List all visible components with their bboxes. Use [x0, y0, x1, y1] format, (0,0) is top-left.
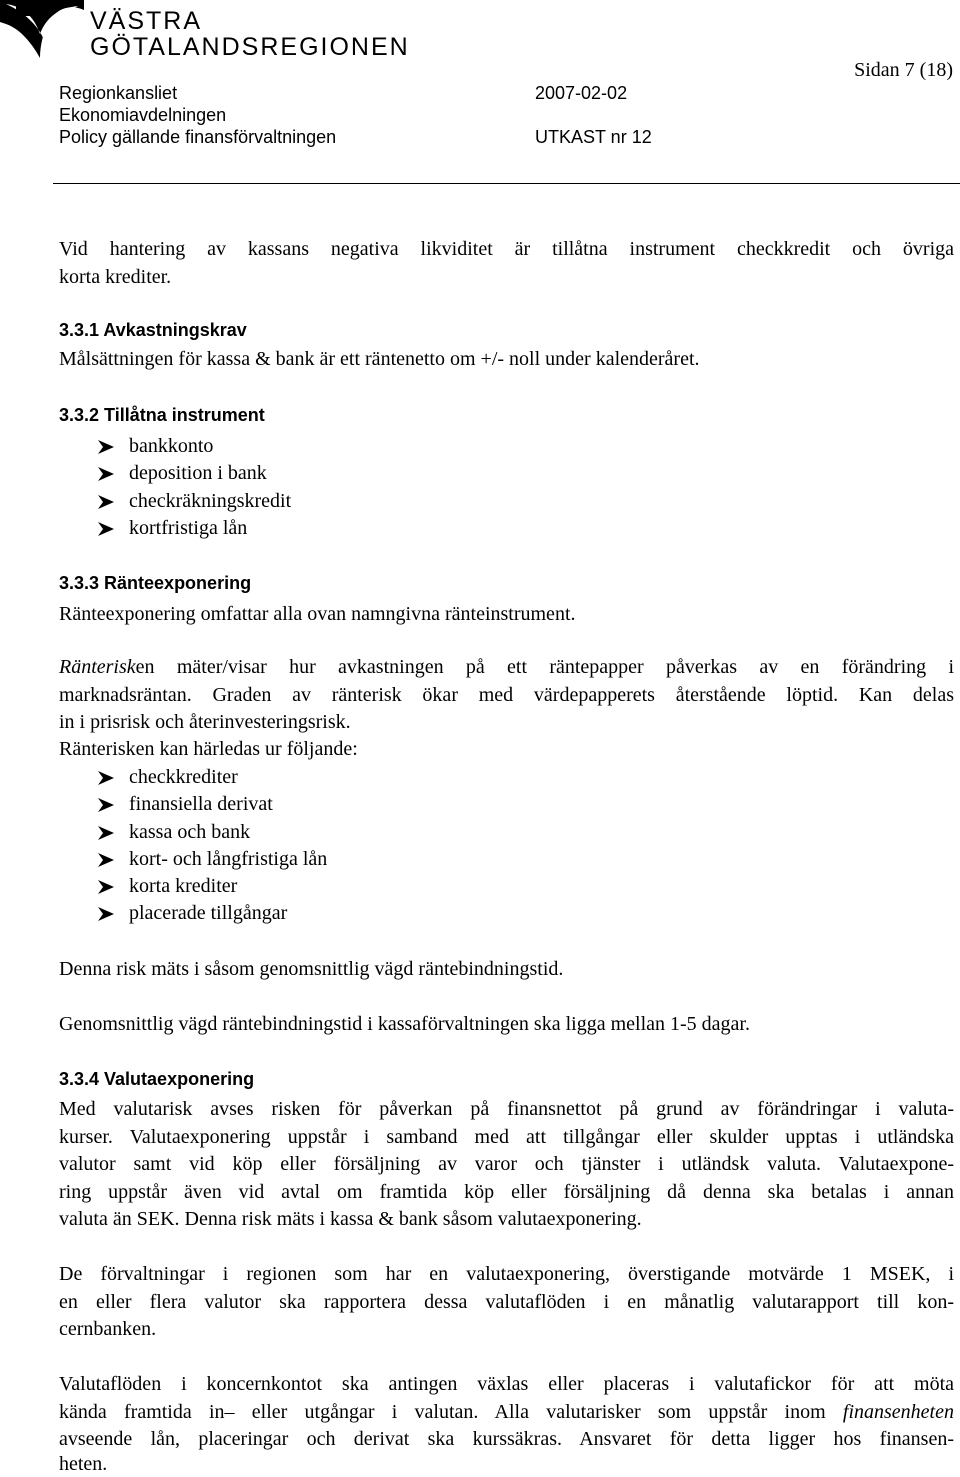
section-heading-3-3-2: 3.3.2 Tillåtna instrument	[59, 405, 265, 425]
currency-para3-line-4: heten.	[59, 1453, 108, 1475]
interest-risk-para-line-3: in i prisrisk och återinvesteringsrisk.	[59, 711, 351, 733]
interest-risk-term: Ränterisk	[59, 656, 136, 678]
logo-text-line1: VÄSTRA	[90, 7, 203, 35]
currency-para3-line-1: Valutaflöden i koncernkontot ska antingen växlas eller placeras i valutafickor för att möta	[59, 1373, 954, 1395]
interest-risk-para-line-1-rest: en mäter/visar hur avkastningen på ett räntepapper påverkas av en förändring i	[135, 656, 954, 678]
currency-para1-line-1: Med valutarisk avses risken för påverkan på finansnettot på grund av förändringar i valuta-	[59, 1098, 954, 1120]
section-3-3-1-text: Målsättningen för kassa & bank är ett räntenetto om +/- noll under kalenderåret.	[59, 348, 700, 370]
header-section: Ekonomiavdelningen	[59, 105, 227, 125]
intro-line-2: korta krediter.	[59, 266, 172, 288]
currency-para3-line-2-text: kända framtida in– eller utgångar i valutan. Alla valutarisker som uppstår inom	[59, 1400, 843, 1423]
arrow-bullet-icon	[98, 495, 114, 509]
list-item-label: kortfristiga lån	[129, 516, 248, 539]
currency-para3-line-3: avseende lån, placeringar och derivat ska kurssäkras. Ansvaret för detta ligger hos finansen-	[59, 1428, 954, 1450]
section-heading-3-3-3: 3.3.3 Ränteexponering	[59, 573, 252, 593]
header-divider	[53, 183, 960, 184]
arrow-bullet-icon	[98, 771, 114, 785]
currency-para2-line-1: De förvaltningar i regionen som har en valutaexponering, överstigande motvärde 1 MSEK, i	[59, 1263, 954, 1285]
interest-risk-para-line-1	[59, 654, 954, 682]
interest-risk-derive-text: Ränterisken kan härledas ur följande:	[59, 738, 358, 760]
currency-para2-line-2: en eller flera valutor ska rapportera dessa valutaflöden i en månatlig valutarapport till kon-	[59, 1290, 954, 1313]
arrow-bullet-icon	[98, 440, 114, 454]
arrow-bullet-icon	[98, 907, 114, 921]
header-department: Regionkansliet	[59, 83, 178, 103]
arrow-bullet-icon	[98, 467, 114, 481]
header-date: 2007-02-02	[535, 83, 628, 103]
list-item-label: finansiella derivat	[129, 793, 273, 816]
region-logo-icon	[0, 0, 84, 60]
arrow-bullet-icon	[98, 853, 114, 867]
section-heading-3-3-1: 3.3.1 Avkastningskrav	[59, 320, 247, 340]
list-item-label: kort- och långfristiga lån	[129, 847, 328, 870]
intro-line-1: Vid hantering av kassans negativa likviditet är tillåtna instrument checkkredit och övriga	[59, 238, 954, 260]
page-number: Sidan 7 (18)	[854, 59, 953, 81]
header-draft-number: UTKAST nr 12	[535, 127, 652, 147]
section-heading-3-3-4: 3.3.4 Valutaexponering	[59, 1069, 255, 1089]
list-item-label: bankkonto	[129, 435, 214, 457]
currency-para1-line-4: ring uppstår även vid avtal om framtida köp eller försäljning då denna ska betalas i annan	[59, 1180, 954, 1203]
currency-para1-line-2: kurser. Valutaexponering uppstår i samband med att tillgångar eller skulder upptas i utländska	[59, 1125, 954, 1148]
arrow-bullet-icon	[98, 798, 114, 812]
finance-unit-term: finansenheten	[842, 1400, 954, 1423]
interest-risk-para-line-2: marknadsräntan. Graden av ränterisk ökar med värdepapperets återstående löptid. Kan delas	[59, 684, 954, 706]
list-item-label: checkräkningskredit	[129, 489, 292, 512]
region-logo	[0, 0, 410, 62]
currency-para3-line-2	[59, 1399, 954, 1427]
list-item-label: kassa och bank	[129, 820, 251, 843]
arrow-bullet-icon	[98, 880, 114, 894]
arrow-bullet-icon	[98, 826, 114, 840]
risk-measure-text: Denna risk mäts i såsom genomsnittlig vägd räntebindningstid.	[59, 958, 564, 980]
currency-para1-line-3: valutor samt vid köp eller försäljning av varor och tjänster i utländsk valuta. Valutaexpone-	[59, 1153, 954, 1175]
average-duration-text: Genomsnittlig vägd räntebindningstid i kassaförvaltningen ska ligga mellan 1-5 dagar.	[59, 1013, 750, 1035]
header-document-title: Policy gällande finansförvaltningen	[59, 127, 337, 147]
currency-para2-line-3: cernbanken.	[59, 1318, 157, 1340]
list-item-label: placerade tillgångar	[129, 902, 288, 925]
list-item-label: checkkrediter	[129, 766, 238, 788]
arrow-bullet-icon	[98, 522, 114, 536]
logo-text-line2: GÖTALANDSREGIONEN	[90, 33, 410, 61]
list-item-label: deposition i bank	[129, 462, 267, 485]
section-3-3-3-text: Ränteexponering omfattar alla ovan namngivna ränteinstrument.	[59, 603, 576, 625]
currency-para1-line-5: valuta än SEK. Denna risk mäts i kassa & bank såsom valutaexponering.	[59, 1208, 642, 1230]
list-item-label: korta krediter	[129, 875, 238, 898]
